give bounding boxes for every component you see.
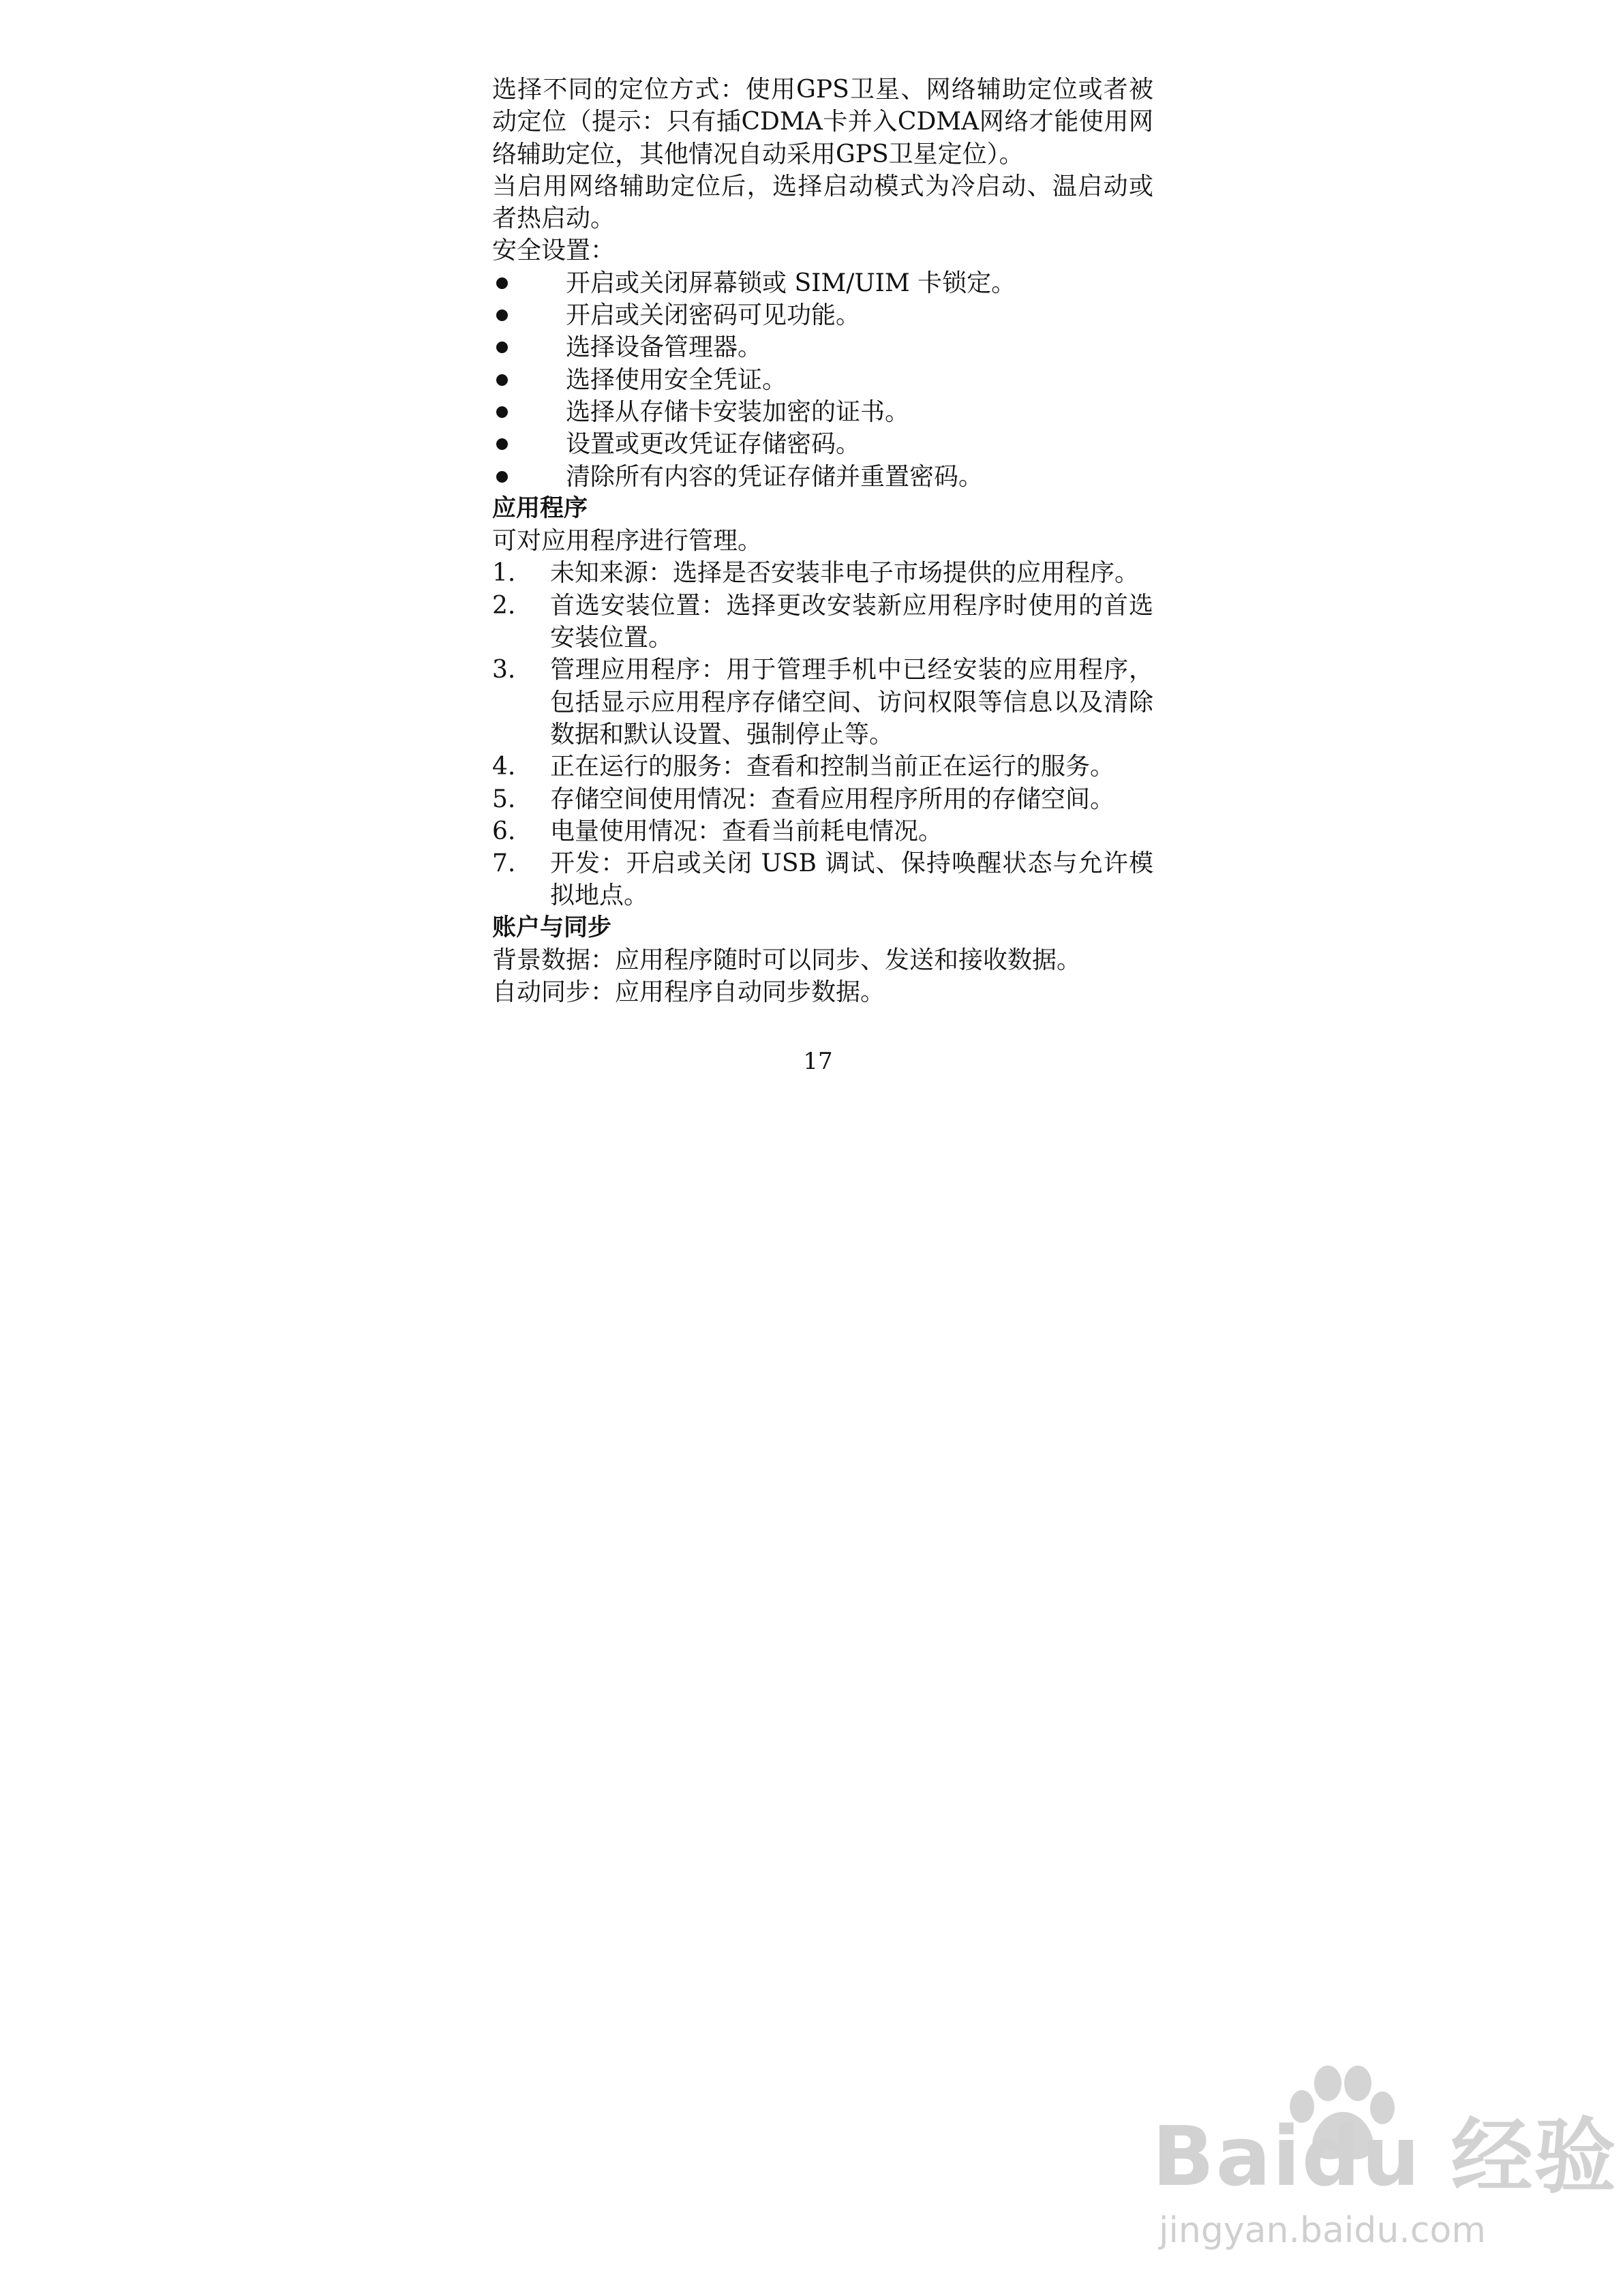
document-body <box>492 74 1153 1009</box>
list-item-text: 首选安装位置：选择更改安装新应用程序时使用的首选安装位置。 <box>550 591 1153 652</box>
list-number: 6. <box>492 817 516 845</box>
bullet-icon <box>496 374 508 386</box>
list-item-text: 管理应用程序：用于管理手机中已经安装的应用程序，包括显示应用程序存储空间、访问权限等信息以及清除数据和默认设置、强制停止等。 <box>550 656 1153 749</box>
list-item <box>492 364 1153 396</box>
list-item-text: 选择从存储卡安装加密的证书。 <box>566 397 910 426</box>
bullet-icon <box>496 471 508 483</box>
list-number: 5. <box>492 785 516 813</box>
list-number: 3. <box>492 656 516 684</box>
accounts-auto-sync: 自动同步：应用程序自动同步数据。 <box>492 978 885 1007</box>
list-item-text: 正在运行的服务：查看和控制当前正在运行的服务。 <box>550 753 1115 781</box>
list-item-text: 开发：开启或关闭 USB 调试、保持唤醒状态与允许模拟地点。 <box>550 849 1153 910</box>
list-item <box>492 815 1153 847</box>
list-item-text: 未知来源：选择是否安装非电子市场提供的应用程序。 <box>550 559 1140 588</box>
accounts-heading: 账户与同步 <box>492 913 612 941</box>
bullet-icon <box>496 438 508 450</box>
list-item <box>492 847 1153 912</box>
watermark-brand-text: Baidu 经验 <box>1152 2110 1618 2205</box>
security-bullet-list <box>492 267 1153 493</box>
list-item <box>492 396 1153 428</box>
list-item <box>492 331 1153 363</box>
list-item-text: 开启或关闭屏幕锁或 SIM/UIM 卡锁定。 <box>566 269 1016 297</box>
list-item <box>492 590 1153 654</box>
list-item <box>492 557 1153 589</box>
intro-paragraph-start-mode: 当启用网络辅助定位后，选择启动模式为冷启动、温启动或者热启动。 <box>492 172 1153 233</box>
list-item-text: 开启或关闭密码可见功能。 <box>566 301 861 330</box>
list-item-text: 电量使用情况：查看当前耗电情况。 <box>550 817 943 845</box>
applications-intro: 可对应用程序进行管理。 <box>492 527 763 556</box>
list-item <box>492 461 1153 493</box>
watermark-url-text: jingyan.baidu.com <box>1159 2210 1486 2251</box>
intro-paragraph-location: 选择不同的定位方式：使用GPS卫星、网络辅助定位或者被动定位（提示：只有插CDMA卡并入CDMA网络才能使用网络辅助定位，其他情况自动采用GPS卫星定位）。 <box>492 76 1153 168</box>
list-number: 7. <box>492 849 516 878</box>
list-item-text: 清除所有内容的凭证存储并重置密码。 <box>566 462 984 491</box>
bullet-icon <box>496 342 508 353</box>
applications-heading: 应用程序 <box>492 494 588 522</box>
list-item <box>492 267 1153 299</box>
list-number: 2. <box>492 591 516 620</box>
list-item-text: 选择设备管理器。 <box>566 333 763 362</box>
list-item <box>492 428 1153 460</box>
list-item <box>492 299 1153 331</box>
bullet-icon <box>496 406 508 418</box>
page-number: 17 <box>803 1048 833 1075</box>
accounts-background-data: 背景数据：应用程序随时可以同步、发送和接收数据。 <box>492 946 1082 975</box>
applications-numbered-list <box>492 557 1153 911</box>
list-item <box>492 783 1153 815</box>
list-item <box>492 751 1153 783</box>
bullet-icon <box>496 277 508 289</box>
baidu-watermark <box>1152 2059 1618 2263</box>
bullet-icon <box>496 309 508 321</box>
list-number: 1. <box>492 559 516 588</box>
list-item-text: 存储空间使用情况：查看应用程序所用的存储空间。 <box>550 785 1115 813</box>
list-item-text: 选择使用安全凭证。 <box>566 365 787 394</box>
list-item <box>492 654 1153 751</box>
list-item-text: 设置或更改凭证存储密码。 <box>566 430 861 459</box>
list-number: 4. <box>492 753 516 781</box>
security-heading: 安全设置： <box>492 237 616 265</box>
